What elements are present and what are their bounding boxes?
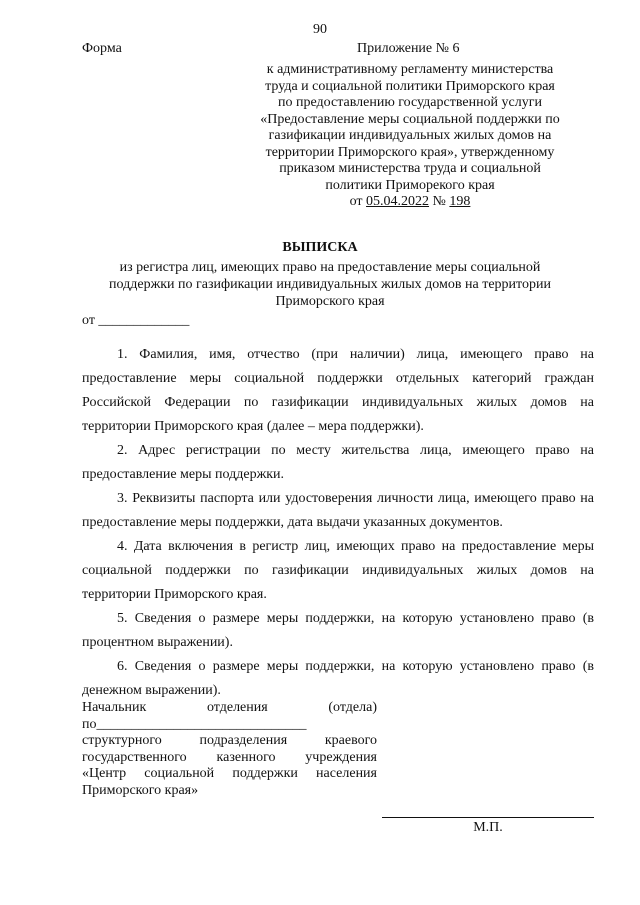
appendix-line: к административному регламенту министерства <box>266 62 554 77</box>
subtitle-line: из регистра лиц, имеющих право на предоставление меры социальной <box>119 260 541 275</box>
appendix-line: политики Приморекого края <box>325 177 495 193</box>
signatory-line: Начальник отделения (отдела) <box>82 700 377 715</box>
signatory-line: структурного подразделения краевого <box>82 733 377 748</box>
page-number: 90 <box>313 22 327 37</box>
extract-item-5: 5. Сведения о размере меры поддержки, на которую установлено право (в процентном выражении). <box>82 611 594 650</box>
extract-item-4: 4. Дата включения в регистр лиц, имеющих право на предоставление меры социальной поддержки по газификации индивидуальных жилых домов на территории Приморского края. <box>82 539 594 602</box>
appendix-title: Приложение № 6 <box>357 41 460 56</box>
order-number: 198 <box>449 194 471 209</box>
document-title: ВЫПИСКА <box>282 240 358 255</box>
appendix-line: «Предоставление меры социальной поддержки по <box>260 111 560 127</box>
appendix-reference <box>230 62 590 211</box>
signatory-block <box>82 700 377 799</box>
stamp-place <box>382 806 594 836</box>
stamp-label: М.П. <box>473 820 503 835</box>
appendix-line: приказом министерства труда и социальной <box>279 161 541 176</box>
form-label: Форма <box>82 41 122 56</box>
appendix-line: территории Приморского края», утвержденному <box>265 144 555 160</box>
appendix-line: по предоставлению государственной услуги <box>278 95 542 110</box>
subtitle-line: поддержки по газификации индивидуальных жилых домов на территории <box>109 277 551 292</box>
order-number-sign: № <box>432 194 446 209</box>
subtitle-line: Приморского края <box>275 294 385 309</box>
extract-date-line: от _____________ <box>82 313 190 328</box>
document-subtitle <box>60 259 600 310</box>
appendix-line: газификации индивидуальных жилых домов на <box>268 128 552 143</box>
order-date: 05.04.2022 <box>366 194 430 209</box>
signatory-line: государственного казенного учреждения <box>82 749 377 765</box>
signatory-line: Приморского края» <box>82 782 199 798</box>
extract-item-6: 6. Сведения о размере меры поддержки, на которую установлено право (в денежном выражении). <box>82 659 594 698</box>
order-line <box>230 194 590 211</box>
extract-item-2: 2. Адрес регистрации по месту жительства лица, имеющего право на предоставление меры поддержки. <box>82 443 594 482</box>
extract-items <box>82 343 594 703</box>
extract-item-3: 3. Реквизиты паспорта или удостоверения личности лица, имеющего право на предоставление меры поддержки, дата выдачи указанных документов. <box>82 491 594 530</box>
order-prefix: от <box>349 194 363 209</box>
extract-item-1: 1. Фамилия, имя, отчество (при наличии) лица, имеющего право на предоставление меры социальной поддержки отдельных категорий граждан Российской Федерации по газификации индивидуальных жилых домов на территории Приморского края (далее – мера поддержки). <box>82 347 594 434</box>
signatory-line: по______________________________ <box>82 716 307 732</box>
signatory-line: «Центр социальной поддержки населения <box>82 766 377 781</box>
appendix-line: труда и социальной политики Приморского края <box>265 78 555 94</box>
